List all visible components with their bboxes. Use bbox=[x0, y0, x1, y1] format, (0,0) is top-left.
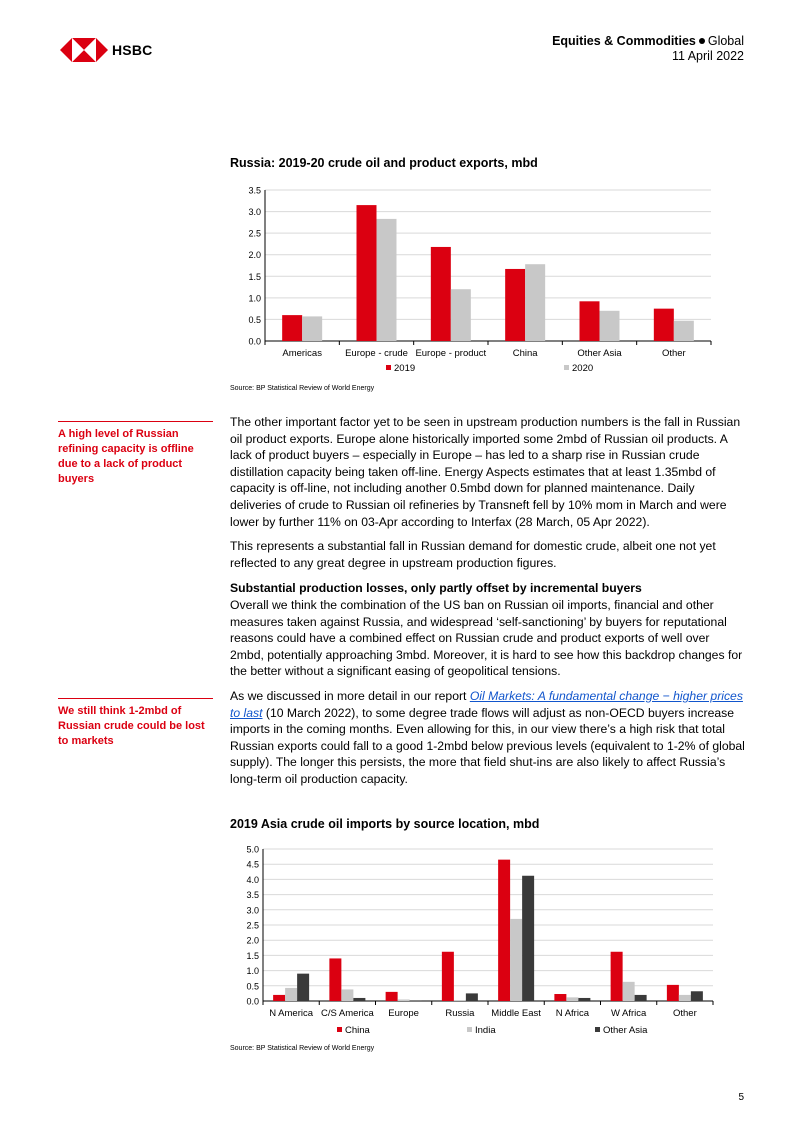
legend-label: China bbox=[345, 1025, 370, 1036]
bar-2020 bbox=[451, 289, 471, 341]
bar-2020 bbox=[674, 321, 694, 341]
bar-china bbox=[329, 958, 341, 1001]
bar-china bbox=[554, 994, 566, 1001]
legend-swatch bbox=[467, 1027, 472, 1032]
chart2-title: 2019 Asia crude oil imports by source location, mbd bbox=[230, 817, 540, 831]
header-section: Equities & Commodities bbox=[552, 34, 696, 48]
bar-2019 bbox=[505, 269, 525, 341]
sidebar-note-crude-loss: We still think 1-2mbd of Russian crude could be lost to markets bbox=[58, 698, 213, 749]
bar-india bbox=[285, 988, 297, 1001]
bar-2020 bbox=[525, 264, 545, 341]
bar-other-asia bbox=[578, 998, 590, 1001]
asia-imports-chart bbox=[230, 842, 730, 1040]
x-tick-label: Americas bbox=[282, 348, 322, 359]
bar-china bbox=[386, 992, 398, 1001]
legend-label: 2019 bbox=[394, 363, 416, 374]
paragraph-2: This represents a substantial fall in Russian demand for domestic crude, albeit one not yet reflected to any great degree in upstream production figures. bbox=[230, 539, 716, 570]
y-tick-label: 5.0 bbox=[246, 844, 259, 855]
header-info bbox=[552, 34, 744, 64]
header-date: 11 April 2022 bbox=[671, 49, 744, 63]
x-tick-label: W Africa bbox=[610, 1008, 647, 1019]
y-tick-label: 0.5 bbox=[248, 314, 261, 325]
bar-india bbox=[623, 982, 635, 1001]
russia-exports-chart bbox=[230, 180, 730, 380]
x-tick-label: Other bbox=[661, 348, 686, 359]
legend-swatch bbox=[386, 365, 391, 370]
bar-india bbox=[341, 989, 353, 1001]
y-tick-label: 2.0 bbox=[246, 935, 259, 946]
report-link[interactable]: Oil Markets: A fundamental change − higher prices to last bbox=[230, 688, 743, 720]
y-tick-label: 2.5 bbox=[246, 920, 259, 931]
x-tick-label: Other bbox=[672, 1008, 697, 1019]
bar-china bbox=[442, 952, 454, 1001]
legend-label: 2020 bbox=[572, 363, 594, 374]
bar-2019 bbox=[282, 315, 302, 341]
y-tick-label: 4.0 bbox=[246, 874, 259, 885]
bar-other-asia bbox=[466, 993, 478, 1001]
bar-2019 bbox=[580, 301, 600, 341]
sidebar-note-refining: A high level of Russian refining capacity is offline due to a lack of product buyers bbox=[58, 421, 213, 487]
bullet-icon bbox=[699, 38, 705, 44]
bar-2019 bbox=[431, 247, 451, 341]
bar-2020 bbox=[302, 316, 322, 341]
y-tick-label: 1.5 bbox=[248, 271, 261, 282]
article-body bbox=[230, 414, 745, 787]
x-tick-label: N America bbox=[269, 1008, 314, 1019]
y-tick-label: 1.0 bbox=[246, 966, 259, 977]
bar-other-asia bbox=[353, 998, 365, 1001]
header-region: Global bbox=[707, 34, 744, 48]
bar-india bbox=[679, 995, 691, 1001]
legend-swatch bbox=[337, 1027, 342, 1032]
bar-other-asia bbox=[297, 974, 309, 1001]
page-number: 5 bbox=[738, 1092, 744, 1103]
bar-india bbox=[398, 999, 410, 1001]
bar-china bbox=[273, 995, 285, 1001]
paragraph-4-rest: (10 March 2022), to some degree trade flows will adjust as non-OECD buyers increase imports in the coming months. Even allowing for this, in our view there’s a high risk that total Russian exports could fall to a good 1-2mbd below previous levels (equivalent to 1-2% of global supply). The longer this persists, the more that field shut-ins are also likely to affect Russia’s long-term oil production capacity. bbox=[230, 705, 745, 786]
y-tick-label: 2.0 bbox=[248, 250, 261, 261]
section-heading: Substantial production losses, only partly offset by incremental buyers bbox=[230, 581, 642, 596]
x-tick-label: Europe bbox=[388, 1008, 419, 1019]
y-tick-label: 3.5 bbox=[246, 890, 259, 901]
bar-china bbox=[667, 985, 679, 1001]
y-tick-label: 0.5 bbox=[246, 981, 259, 992]
x-tick-label: Europe - product bbox=[415, 348, 487, 359]
x-tick-label: C/S America bbox=[320, 1008, 374, 1019]
brand-name: HSBC bbox=[112, 42, 153, 58]
paragraph-3: Overall we think the combination of the US ban on Russian oil imports, financial and other measures taken against Russia, and widespread ‘self-sanctioning’ by buyers for reputational reasons could have a combined effect on Russian crude and product exports of well over 2mbd, potentially approaching 3mbd. Moreover, it is hard to see how this backdrop changes for the better without a significant easing of geopolitical tensions. bbox=[230, 597, 743, 679]
bar-2020 bbox=[600, 311, 620, 341]
bar-china bbox=[611, 952, 623, 1001]
y-tick-label: 0.0 bbox=[248, 336, 261, 347]
paragraph-4 bbox=[230, 688, 745, 788]
paragraph-1: The other important factor yet to be seen in upstream production numbers is the fall in Russian oil product exports. Europe alone historically imported some 2mbd of Russian oil products. A lack of product buyers – especially in Europe – has led to a sharp rise in Russian crude distillation capacity being taken off-line. Energy Aspects estimates that at least 1.35mbd of capacity is off-line, not including another 0.5mbd down for planned maintenance. Daily deliveries of crude to Russian oil refineries by Transneft fell by 10% mom in March and were lower by further 11% on 03-Apr according to Interfax (28 March, 05 Apr 2022). bbox=[230, 415, 741, 529]
y-tick-label: 0.0 bbox=[246, 996, 259, 1007]
legend-swatch bbox=[564, 365, 569, 370]
x-tick-label: N Africa bbox=[555, 1008, 590, 1019]
bar-china bbox=[498, 860, 510, 1001]
legend-label: Other Asia bbox=[603, 1025, 648, 1036]
x-tick-label: Europe - crude bbox=[345, 348, 408, 359]
x-tick-label: China bbox=[512, 348, 538, 359]
bar-other-asia bbox=[635, 995, 647, 1001]
x-tick-label: Other Asia bbox=[577, 348, 622, 359]
bar-other-asia bbox=[522, 876, 534, 1001]
y-tick-label: 2.5 bbox=[248, 228, 261, 239]
y-tick-label: 3.5 bbox=[248, 185, 261, 196]
bar-other-asia bbox=[410, 1000, 422, 1001]
chart1-title: Russia: 2019-20 crude oil and product exports, mbd bbox=[230, 156, 538, 170]
y-tick-label: 3.0 bbox=[246, 905, 259, 916]
x-tick-label: Russia bbox=[445, 1008, 475, 1019]
x-tick-label: Middle East bbox=[491, 1008, 541, 1019]
y-tick-label: 1.0 bbox=[248, 293, 261, 304]
chart2-source: Source: BP Statistical Review of World Energy bbox=[230, 1045, 375, 1052]
bar-2019 bbox=[357, 205, 377, 341]
bar-2020 bbox=[377, 219, 397, 341]
bar-other-asia bbox=[691, 991, 703, 1001]
bar-2019 bbox=[654, 309, 674, 341]
legend-label: India bbox=[475, 1025, 496, 1036]
legend-swatch bbox=[595, 1027, 600, 1032]
y-tick-label: 4.5 bbox=[246, 859, 259, 870]
paragraph-4-intro: As we discussed in more detail in our report bbox=[230, 688, 470, 703]
y-tick-label: 3.0 bbox=[248, 207, 261, 218]
bar-india bbox=[510, 919, 522, 1001]
chart1-source: Source: BP Statistical Review of World Energy bbox=[230, 385, 375, 392]
bar-india bbox=[454, 1000, 466, 1001]
bar-india bbox=[566, 997, 578, 1001]
y-tick-label: 1.5 bbox=[246, 950, 259, 961]
